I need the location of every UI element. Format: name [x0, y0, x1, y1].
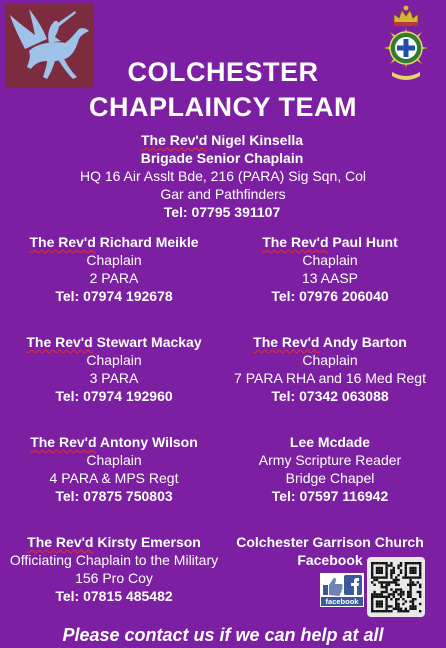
- contact-name-text: Andy Barton: [319, 334, 407, 350]
- contact-tel: Tel: 07342 063088: [271, 388, 389, 404]
- contact-name-text: Stewart Mackay: [92, 334, 202, 350]
- contact-unit: 7 PARA RHA and 16 Med Regt: [234, 370, 426, 386]
- church-name: Colchester Garrison Church: [236, 534, 424, 550]
- contact-name: [220, 433, 440, 451]
- contact-card: [220, 433, 440, 505]
- senior-chaplain-tel: Tel: 07795 391107: [163, 204, 281, 220]
- contact-tel: Tel: 07597 116942: [271, 488, 389, 504]
- contact-name-text: Antony Wilson: [96, 434, 198, 450]
- senior-chaplain-unit: HQ 16 Air Asslt Bde, 216 (PARA) Sig Sqn, Col Gar and Pathfinders: [79, 168, 367, 202]
- contact-name: [220, 233, 440, 251]
- contact-card: [4, 433, 224, 505]
- contact-role: Chaplain: [86, 252, 142, 268]
- senior-chaplain-block: [79, 131, 367, 221]
- contact-name: [4, 433, 224, 451]
- contact-unit: 4 PARA & MPS Regt: [49, 470, 179, 486]
- contact-tel: Tel: 07974 192678: [55, 288, 173, 304]
- contact-role: Chaplain: [86, 352, 142, 368]
- qr-code-icon[interactable]: [367, 557, 425, 617]
- contact-role: Army Scripture Reader: [258, 452, 402, 468]
- contact-card: [4, 533, 224, 605]
- contact-role: Chaplain: [86, 452, 142, 468]
- page-title-line1: COLCHESTER: [127, 57, 319, 87]
- page-title-line2: CHAPLAINCY TEAM: [88, 92, 357, 122]
- contact-title-prefix: The Rev'd: [26, 334, 93, 350]
- contact-unit: 3 PARA: [89, 370, 139, 386]
- senior-chaplain-name-text: Nigel Kinsella: [207, 132, 304, 148]
- contact-role: Officiating Chaplain to the Military: [9, 552, 219, 568]
- contact-name: [220, 333, 440, 351]
- contact-name-text: Kirsty Emerson: [93, 534, 201, 550]
- contact-title-prefix: The Rev'd: [253, 334, 320, 350]
- contact-card: [220, 333, 440, 405]
- contact-title-prefix: The Rev'd: [30, 434, 97, 450]
- footer-message: Please contact us if we can help at all: [62, 625, 384, 645]
- contact-role: Chaplain: [302, 352, 358, 368]
- contact-role: Chaplain: [302, 252, 358, 268]
- contact-card: [4, 333, 224, 405]
- facebook-logo-text: facebook: [325, 597, 359, 607]
- senior-chaplain-role: Brigade Senior Chaplain: [140, 150, 304, 166]
- contact-tel: Tel: 07815 485482: [55, 588, 173, 604]
- senior-chaplain-name: [100, 131, 344, 149]
- contact-name: [4, 333, 224, 351]
- contact-unit: 13 AASP: [301, 270, 359, 286]
- contact-title-prefix: The Rev'd: [262, 234, 329, 250]
- contact-tel: Tel: 07974 192960: [55, 388, 173, 404]
- senior-chaplain-prefix: The Rev'd: [140, 132, 208, 148]
- contact-name-text: Paul Hunt: [328, 234, 398, 250]
- contact-card: [220, 233, 440, 305]
- contact-name-text: Lee Mcdade: [289, 434, 371, 450]
- contact-unit: 156 Pro Coy: [75, 570, 153, 586]
- contact-name: [4, 533, 224, 551]
- church-social-label: Facebook: [297, 552, 363, 568]
- contact-tel: Tel: 07976 206040: [271, 288, 389, 304]
- contact-unit: 2 PARA: [89, 270, 139, 286]
- contact-title-prefix: The Rev'd: [29, 234, 96, 250]
- contact-unit: Bridge Chapel: [285, 470, 375, 486]
- contact-name-text: Richard Meikle: [95, 234, 199, 250]
- contact-tel: Tel: 07875 750803: [55, 488, 173, 504]
- contact-name: [4, 233, 224, 251]
- contact-title-prefix: The Rev'd: [27, 534, 94, 550]
- contact-card: [4, 233, 224, 305]
- facebook-icon[interactable]: [320, 573, 364, 607]
